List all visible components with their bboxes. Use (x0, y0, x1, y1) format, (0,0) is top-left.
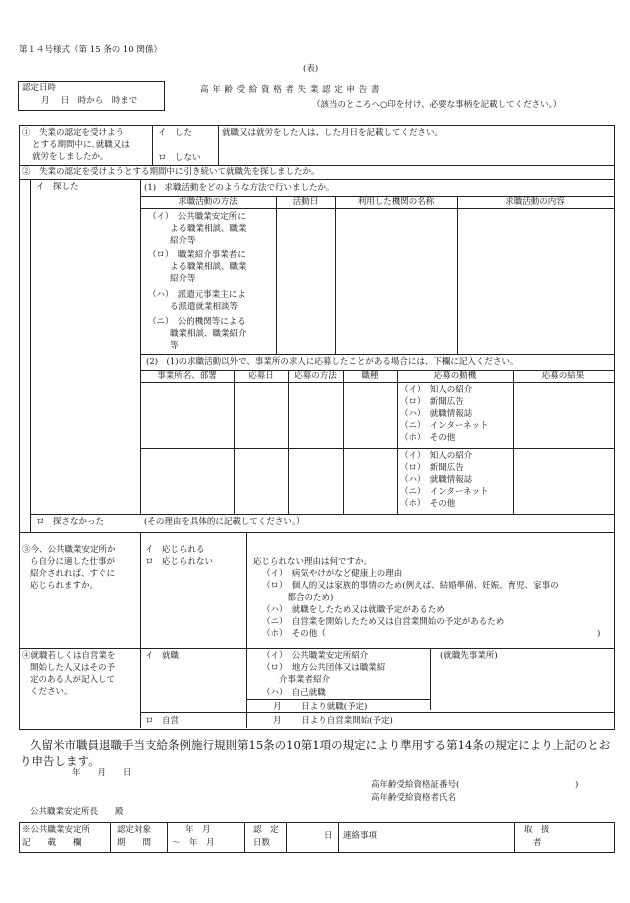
q3-option-yes[interactable]: イ 応じられる (145, 545, 205, 555)
footer-period-to: ～ 年 月 (172, 838, 215, 848)
q3-reason-b2: 都合のため) (262, 593, 334, 603)
q2-question: ② 失業の認定を受けようとする期間中に引き続いて就職先を探しましたか。 (22, 167, 320, 177)
sub1-header-institution: 利用した機関の名称 (357, 197, 435, 207)
q3-reason-title: 応じられない理由は何ですか。 (253, 557, 373, 567)
q3-question-4: 応じられますか。 (30, 581, 99, 591)
q4-option-job[interactable]: イ 就職 (145, 651, 180, 661)
declaration-text: 久留米市職員退職手当支給条例施行規則第15条の10第1項の規定により準用する第14条の規定により上記のとおり申告します。 (20, 738, 611, 768)
sub2-header-result: 応募の結果 (541, 371, 585, 381)
footer-office-1: ※公共職業安定所 (22, 825, 91, 835)
q1-question-2: とする期間中に､就職又は (32, 140, 130, 150)
motive-row2-b: （ロ） 新聞広告 (400, 463, 464, 473)
q3-question-3: 紹介されれば、すぐに (30, 569, 116, 579)
q3-question-1: ③今、公共職業安定所か (22, 545, 116, 555)
footer-contact: 連絡事項 (343, 831, 378, 841)
footer-office-2: 記 載 欄 (22, 838, 82, 848)
motive-row1-a: （イ） 知人の紹介 (400, 385, 473, 395)
addressee: 公共職業安定所長 殿 (30, 807, 124, 817)
sub2-header-company: 事業所名、部署 (157, 371, 217, 381)
q3-reason-d: （ニ） 自営業を開始したため又は自営業開始の予定があるため (262, 617, 505, 627)
method-b-3: 紹介等 (170, 274, 196, 284)
form-number: 第１４号様式（第 15 条の 10 関係） (19, 45, 162, 55)
footer-days-label-1: 認 定 (253, 825, 279, 835)
q3-question-2: ら自分に適した仕事が (30, 557, 116, 567)
method-a-3: 紹介等 (170, 236, 196, 246)
q4-option-self[interactable]: ロ 自営 (145, 716, 180, 726)
q3-reason-c: （ハ） 就職をしたため又は就職予定があるため (262, 605, 445, 615)
instruction: （該当のところへ○印を付け、必要な事柄を記載してください。） (312, 100, 562, 110)
motive-row1-e: （ホ） その他 (400, 433, 456, 443)
method-a-1: （イ） 公共職業安定所に (148, 212, 246, 222)
footer-period-from: 年 月 (185, 825, 211, 835)
method-a-2: よる職業相談、職業 (170, 224, 247, 234)
footer-period-label-2: 期 間 (117, 838, 152, 848)
declaration-date: 年 月 日 (72, 768, 132, 778)
method-c-2: る派遣就業相談等 (170, 302, 239, 312)
q1-note: 就職又は就労をした人は、した月日を記載してください。 (222, 128, 444, 138)
footer-days-unit: 日 (324, 831, 333, 841)
date-box (18, 81, 165, 111)
q4-job-kind-b2: 介事業者紹介 (262, 675, 331, 685)
footer-handler-2: 者 (533, 838, 542, 848)
sub2-header-motive: 応募の動機 (433, 371, 477, 381)
q4-job-kind-a: （イ） 公共職業安定所紹介 (262, 651, 369, 661)
q2-option-yes[interactable]: イ 探した (36, 182, 79, 192)
q4-job-kind-c: （ハ） 自己就職 (262, 688, 326, 698)
footer-handler-1: 取 扱 (524, 825, 550, 835)
side-label: (表) (303, 64, 319, 74)
page-title: 高 年 齢 受 給 資 格 者 失 業 認 定 申 告 書 (200, 85, 380, 95)
sub2-header-method: 応募の方法 (294, 371, 337, 381)
method-c-1: （ハ） 派遣元事業主によ (148, 290, 246, 300)
date-box-time: 月 日 時から 時まで (41, 96, 138, 106)
q4-job-destination: (就職先事業所) (440, 651, 498, 661)
motive-row2-c: （ハ） 就職情報誌 (400, 475, 473, 485)
sub1-header-content: 求職活動の内容 (505, 197, 565, 207)
cert-number-label: 高年齢受給資格証番号( (371, 780, 460, 790)
method-d-3: 等 (170, 341, 179, 351)
q2-sub2-title: (2) (1)の求職活動以外で、事業所の求人に応募したことがある場合には、下欄に記入ください。 (146, 357, 519, 367)
sub1-header-method: 求職活動の方法 (178, 197, 238, 207)
cert-number-close: ) (575, 780, 579, 790)
motive-row1-d: （ニ） インターネット (400, 421, 489, 431)
footer-period-label-1: 認定対象 (117, 825, 152, 835)
method-b-1: （ロ） 職業紹介事業者に (148, 250, 246, 260)
q1-option-no[interactable]: ロ しない (158, 153, 201, 163)
q1-option-yes[interactable]: イ した (158, 128, 193, 138)
sub2-header-occupation: 職種 (361, 371, 379, 381)
q3-reason-a: （イ） 病気やけがなど健康上の理由 (262, 569, 403, 579)
date-box-title: 認定日時 (22, 83, 57, 93)
q3-reason-e: （ホ） その他（ (262, 629, 326, 639)
q2-option-no-note: (その理由を具体的に記載してください。） (144, 517, 305, 527)
q4-question-2: 開始した人又はその予 (30, 663, 116, 673)
footer-days-label-2: 日数 (253, 838, 271, 848)
q3-reason-close: ) (597, 629, 601, 639)
q4-self-date: 月 日より自営業開始(予定) (273, 716, 393, 726)
q4-question-3: 定のある人が記入して (30, 675, 116, 685)
motive-row1-c: （ハ） 就職情報誌 (400, 409, 473, 419)
q4-job-date: 月 日より就職(予定) (273, 702, 368, 712)
q4-question-4: ください。 (30, 687, 73, 697)
sub2-header-date: 応募日 (248, 371, 274, 381)
method-d-1: （ニ） 公的機関等による (148, 317, 246, 327)
q3-reason-b: （ロ） 個人的又は家族的事情のため(例えば、結婚準備、妊娠、育児、家事の (262, 581, 559, 591)
motive-row2-a: （イ） 知人の紹介 (400, 451, 473, 461)
q1-question-3: 就労をしましたか。 (32, 152, 109, 162)
method-b-2: よる職業相談、職業 (170, 262, 247, 272)
motive-row2-e: （ホ） その他 (400, 499, 456, 509)
q3-option-no[interactable]: ロ 応じられない (145, 557, 214, 567)
motive-row2-d: （ニ） インターネット (400, 487, 489, 497)
q2-sub1-title: (1) 求職活動をどのような方法で行いましたか。 (144, 183, 335, 193)
sub1-header-date: 活動日 (292, 197, 319, 207)
recipient-name-label: 高年齢受給資格者氏名 (371, 793, 457, 803)
q2-option-no[interactable]: ロ 探さなかった (36, 517, 105, 527)
motive-row1-b: （ロ） 新聞広告 (400, 397, 464, 407)
q1-question-1: ① 失業の認定を受けよう (22, 128, 125, 138)
q4-question-1: ④就職若しくは自営業を (22, 651, 116, 661)
q4-job-kind-b: （ロ） 地方公共団体又は職業紹 (262, 663, 386, 673)
method-d-2: 職業相談、職業紹介 (170, 329, 247, 339)
